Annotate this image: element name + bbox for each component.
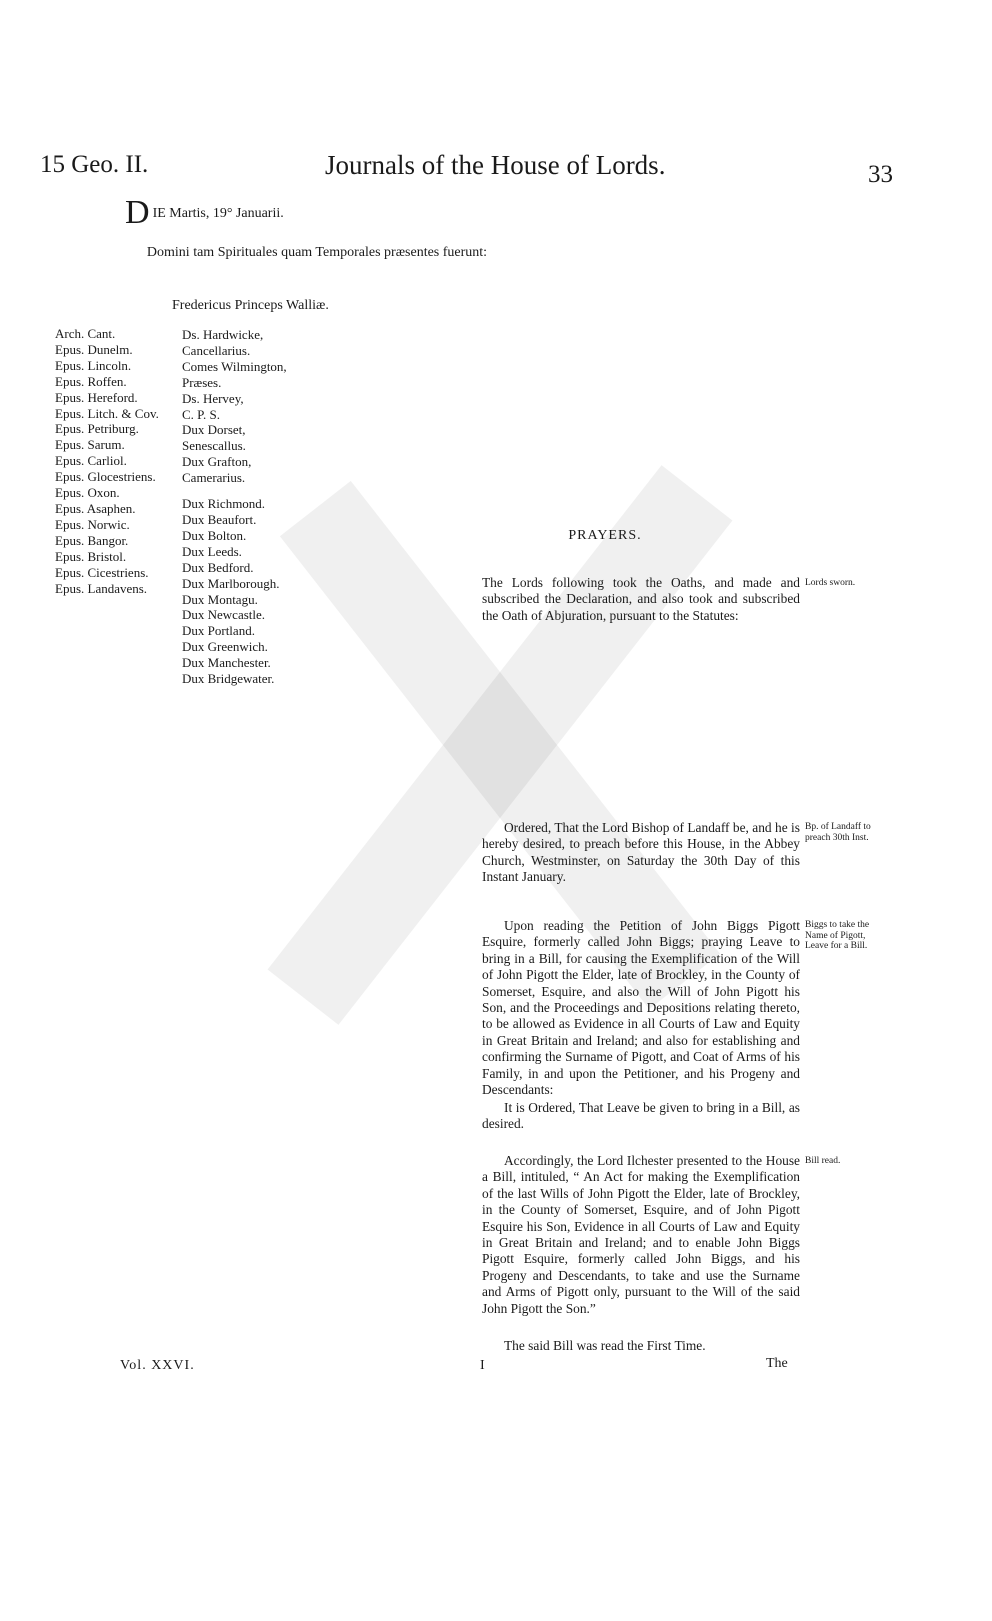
officer-entry: Comes Wilmington, [182,358,287,374]
duke-entry: Dux Montagu. [182,591,258,607]
bishop-entry: Epus. Litch. & Cov. [55,405,159,421]
duke-entry: Dux Greenwich. [182,639,268,655]
bishops-column [55,326,159,596]
bishop-entry: Epus. Petriburg. [55,421,139,437]
duke-entry: Dux Marlborough. [182,575,280,591]
prayers-heading: PRAYERS. [568,528,642,543]
bishop-entry: Epus. Sarum. [55,437,125,453]
bishop-entry: Epus. Hereford. [55,389,138,405]
bishop-entry: Epus. Bangor. [55,532,129,548]
officers-dukes-earls-column [182,327,287,687]
bishop-entry: Epus. Dunelm. [55,341,133,357]
margin-note-biggs: Biggs to take the Name of Pigott, Leave for a Bill. [805,920,870,951]
bishop-entry: Epus. Bristol. [55,548,127,564]
presence-heading: Domini tam Spirituales quam Temporales præsentes fuerunt: [146,245,488,260]
running-head-title: Journals of the House of Lords. [325,150,666,180]
first-reading-line: The said Bill was read the First Time. [504,1338,706,1353]
prince-line: Fredericus Princeps Walliæ. [172,298,329,313]
drop-cap: D [125,194,150,231]
duke-entry: Dux Portland. [182,623,255,639]
duke-entry: Dux Bedford. [182,559,254,575]
catchword: The [766,1356,788,1371]
petition-paragraph: Upon reading the Petition of John Biggs Pigott Esquire, formerly called John Biggs; praying Leave to bring in a Bill, for causing the Exemplification of the Will of John Pigott the Elder, late of Brockley, in the County of Somerset, Esquire, and also the Will of John Pigott his Son, and the Proceedings and Depositions relating thereto, to be allowed as Evidence in all Courts of Law and Equity in Great Britain and Ireland; and also for establishing and confirming the Surname of Pigott, and Coat of Arms of his Family, in and upon the Petitioner, and his Progeny and Descendants: [482,918,800,1098]
bishop-entry: Epus. Norwic. [55,516,130,532]
date-line [125,194,284,231]
duke-entry: Dux Newcastle. [182,607,266,623]
officer-entry: Dux Dorset, [182,422,246,438]
officer-entry: Camerarius. [182,470,246,486]
bishop-entry: Epus. Oxon. [55,485,120,501]
bishop-entry: Epus. Landavens. [55,580,148,596]
bishop-entry: Epus. Glocestriens. [55,469,156,485]
officer-entry: Senescallus. [182,438,246,454]
duke-entry: Dux Beaufort. [182,511,257,527]
ordered-leave-paragraph: It is Ordered, That Leave be given to bring in a Bill, as desired. [482,1100,800,1132]
ordered-preach-paragraph: Ordered, That the Lord Bishop of Landaff be, and he is hereby desired, to preach before this House, in the Abbey Church, Westminster, on Saturday the 30th Day of this Instant January. [482,820,800,885]
bishop-entry: Epus. Lincoln. [55,357,132,373]
page-number: 33 [868,161,893,188]
bill-paragraph: Accordingly, the Lord Ilchester presented to the House a Bill, intituled, “ An Act for making the Exemplification of the last Wills of John Pigott the Elder, late of Brockley, in the County of Somerset, Esquire, and of John Pigott Esquire his Son, Evidence in all Courts of Law and Equity in Great Britain and Ireland; and to enable John Biggs Pigott Esquire, formerly called John Biggs, and his Progeny and Descendants, to take and use the Surname and Arms of Pigott only, pursuant to the Will of the said John Pigott the Son.” [482,1153,800,1316]
signature-mark: I [480,1358,485,1373]
officer-entry: Cancellarius. [182,342,251,358]
bishop-entry: Arch. Cant. [55,326,116,341]
officer-entry: Ds. Hervey, [182,390,244,406]
margin-note-lords-sworn: Lords sworn. [805,578,856,588]
volume-footer: Vol. XXVI. [120,1358,195,1373]
duke-entry: Dux Bridgewater. [182,671,275,687]
duke-entry: Dux Bolton. [182,527,247,543]
margin-note-bill-read: Bill read. [805,1156,841,1166]
running-head-left: 15 Geo. II. [40,151,149,178]
bishop-entry: Epus. Carliol. [55,453,127,469]
bishop-entry: Epus. Cicestriens. [55,564,149,580]
duke-entry: Dux Richmond. [182,496,266,512]
officer-entry: Præses. [182,374,222,390]
bishop-entry: Epus. Roffen. [55,373,127,389]
date-text: IE Martis, 19° Januarii. [152,206,284,221]
officer-entry: C. P. S. [182,406,220,422]
margin-note-bishop-preach: Bp. of Landaff to preach 30th Inst. [805,822,871,843]
officer-entry: Dux Grafton, [182,454,252,470]
duke-entry: Dux Manchester. [182,655,271,671]
duke-entry: Dux Leeds. [182,543,242,559]
oaths-paragraph: The Lords following took the Oaths, and made and subscribed the Declaration, and also took and subscribed the Oath of Abjuration, pursuant to the Statutes: [482,575,800,623]
officer-entry: Ds. Hardwicke, [182,327,264,342]
bishop-entry: Epus. Asaphen. [55,500,136,516]
